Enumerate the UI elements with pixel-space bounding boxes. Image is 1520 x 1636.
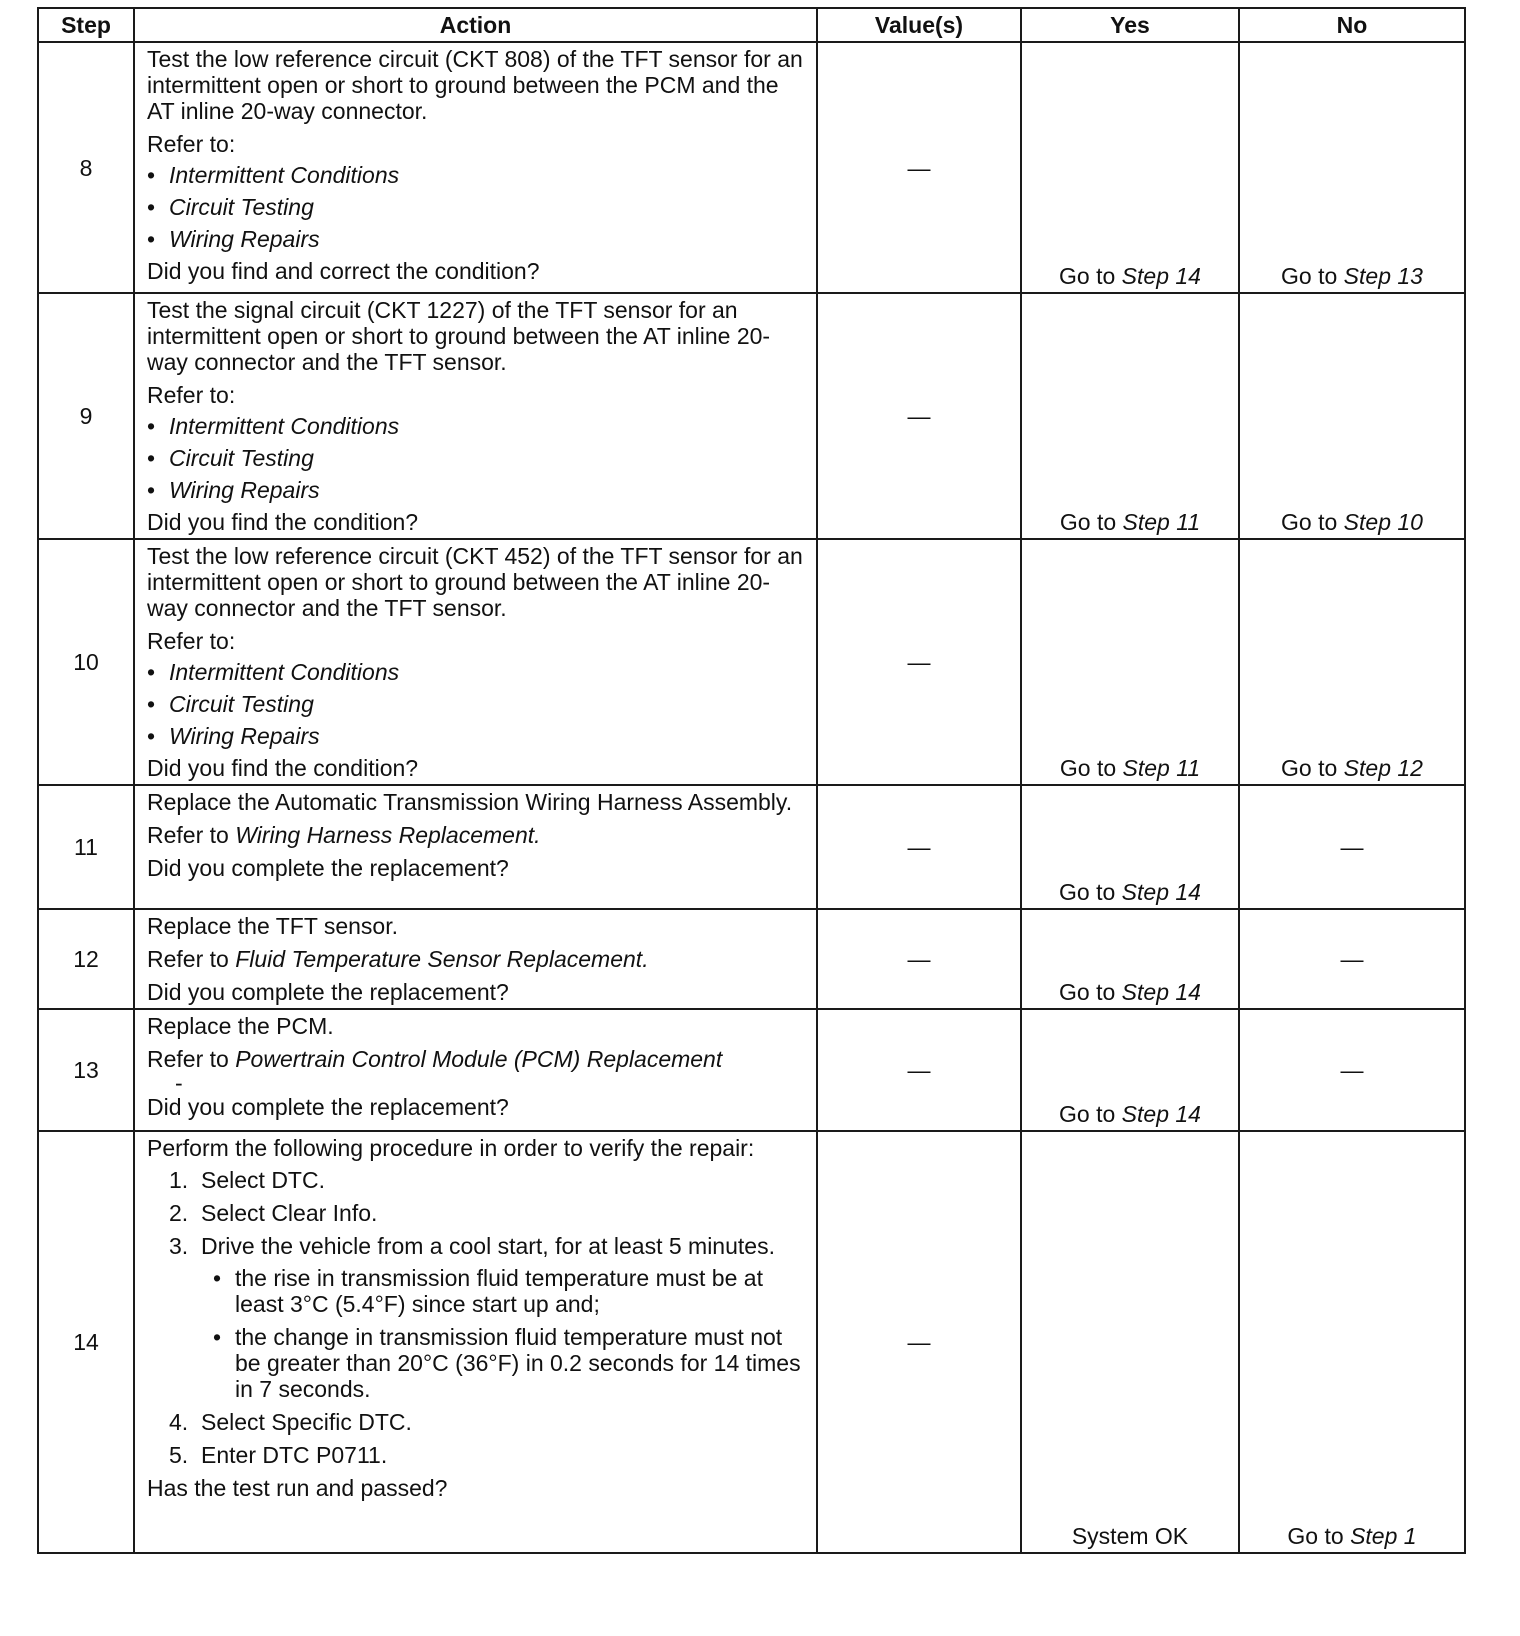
step-link: Step 14 [1121, 263, 1201, 289]
step-link: Step 12 [1343, 755, 1423, 781]
condition-list [201, 1265, 806, 1402]
refer-label: Refer to: [147, 628, 236, 654]
value-cell: — [817, 293, 1021, 539]
value-cell: — [817, 909, 1021, 1009]
condition-item: • the rise in transmission fluid temperature must be at least 3°C (5.4°F) since start up and; [213, 1265, 763, 1317]
refer-suffix: - [175, 1070, 183, 1096]
bullet-icon: • [147, 691, 156, 717]
header-row [38, 8, 1465, 42]
header-action: Action [134, 8, 817, 42]
question-text: Did you find the condition? [147, 509, 419, 535]
header-values: Value(s) [817, 8, 1021, 42]
bullet-icon: • [213, 1265, 222, 1291]
reference-link[interactable]: Powertrain Control Module (PCM) Replacement [235, 1046, 723, 1072]
bullet-icon: • [147, 413, 156, 439]
reference-item[interactable]: • Intermittent Conditions [147, 659, 400, 685]
question-text: Did you find the condition? [147, 755, 419, 781]
action-cell [134, 539, 817, 785]
question-text: Did you complete the replacement? [147, 855, 509, 881]
step-link: Step 14 [1121, 1101, 1201, 1127]
table-row [38, 539, 1465, 785]
condition-item: • the change in transmission fluid temperature must not be greater than 20°C (36°F) in 0.2 seconds for 14 times in 7 seconds. [213, 1324, 801, 1402]
header-step: Step [38, 8, 134, 42]
step-link: Step 10 [1343, 509, 1423, 535]
action-text: Replace the PCM. [147, 1013, 334, 1039]
table-row [38, 293, 1465, 539]
reference-list [147, 413, 806, 503]
yes-cell[interactable]: Go to Step 14 [1021, 785, 1239, 909]
reference-item[interactable]: • Circuit Testing [147, 445, 314, 471]
step-number: 13 [38, 1009, 134, 1131]
refer-label: Refer to: [147, 131, 236, 157]
yes-cell[interactable]: Go to Step 14 [1021, 1009, 1239, 1131]
value-cell: — [817, 42, 1021, 293]
step-link: Step 14 [1121, 979, 1201, 1005]
bullet-icon: • [147, 194, 156, 220]
procedure-step: 2. Select Clear Info. [169, 1200, 378, 1226]
reference-item[interactable]: • Circuit Testing [147, 194, 314, 220]
action-cell [134, 42, 817, 293]
table-row [38, 785, 1465, 909]
step-number: 14 [38, 1131, 134, 1553]
action-cell [134, 785, 817, 909]
no-cell[interactable]: Go to Step 1 [1239, 1131, 1465, 1553]
step-link: Step 11 [1122, 509, 1201, 535]
value-cell: — [817, 1009, 1021, 1131]
no-cell: — [1239, 1009, 1465, 1131]
no-cell[interactable]: Go to Step 13 [1239, 42, 1465, 293]
question-text: Did you complete the replacement? [147, 1094, 509, 1120]
bullet-icon: • [147, 162, 156, 188]
step-number: 9 [38, 293, 134, 539]
action-text: Test the low reference circuit (CKT 808) of the TFT sensor for an intermittent open or short to ground between the PCM and the AT inline 20-way connector. [147, 46, 803, 124]
reference-item[interactable]: • Intermittent Conditions [147, 413, 400, 439]
yes-cell[interactable]: Go to Step 11 [1021, 293, 1239, 539]
action-text: Replace the TFT sensor. [147, 913, 399, 939]
bullet-icon: • [147, 723, 156, 749]
reference-item[interactable]: • Circuit Testing [147, 691, 314, 717]
value-cell: — [817, 785, 1021, 909]
table-row [38, 1009, 1465, 1131]
question-text: Did you find and correct the condition? [147, 258, 540, 284]
step-link: Step 14 [1121, 879, 1201, 905]
action-cell [134, 293, 817, 539]
step-link: Step 13 [1343, 263, 1423, 289]
step-number: 12 [38, 909, 134, 1009]
no-cell[interactable]: Go to Step 12 [1239, 539, 1465, 785]
header-no: No [1239, 8, 1465, 42]
question-text: Did you complete the replacement? [147, 979, 509, 1005]
step-number: 11 [38, 785, 134, 909]
action-text: Test the low reference circuit (CKT 452) of the TFT sensor for an intermittent open or short to ground between the AT inline 20-way connector and the TFT sensor. [147, 543, 803, 621]
action-cell [134, 909, 817, 1009]
action-text: Perform the following procedure in order to verify the repair: [147, 1135, 755, 1161]
header-yes: Yes [1021, 8, 1239, 42]
refer-line: Refer to Wiring Harness Replacement. [147, 822, 541, 848]
refer-line: Refer to Powertrain Control Module (PCM) Replacement [147, 1046, 723, 1072]
reference-item[interactable]: • Wiring Repairs [147, 723, 320, 749]
bullet-icon: • [147, 226, 156, 252]
bullet-icon: • [147, 477, 156, 503]
bullet-icon: • [147, 659, 156, 685]
reference-list [147, 162, 806, 252]
bullet-icon: • [147, 445, 156, 471]
diagnostic-table [37, 7, 1466, 1554]
yes-cell[interactable]: Go to Step 11 [1021, 539, 1239, 785]
action-text: Replace the Automatic Transmission Wiring Harness Assembly. [147, 789, 793, 815]
step-number: 10 [38, 539, 134, 785]
yes-cell: System OK [1021, 1131, 1239, 1553]
yes-cell[interactable]: Go to Step 14 [1021, 42, 1239, 293]
reference-link[interactable]: Wiring Harness Replacement. [235, 822, 541, 848]
action-cell [134, 1009, 817, 1131]
no-cell: — [1239, 785, 1465, 909]
table-row [38, 909, 1465, 1009]
procedure-step: 3. Drive the vehicle from a cool start, for at least 5 minutes. • the rise in transmission fluid temperature must be at least 3°C (5.4°F) since start up and; • the change in transmission fluid temperature must not be greater than 20°C (36°F) in 0.2 seconds for 14 times in 7 seconds. [169, 1233, 806, 1402]
procedure-list [147, 1167, 806, 1468]
bullet-icon: • [213, 1324, 222, 1350]
action-text: Test the signal circuit (CKT 1227) of the TFT sensor for an intermittent open or short to ground between the AT inline 20-way connector and the TFT sensor. [147, 297, 771, 375]
yes-cell[interactable]: Go to Step 14 [1021, 909, 1239, 1009]
value-cell: — [817, 539, 1021, 785]
value-cell: — [817, 1131, 1021, 1553]
table-row [38, 1131, 1465, 1553]
table-row [38, 42, 1465, 293]
procedure-step: 5. Enter DTC P0711. [169, 1442, 388, 1468]
procedure-step: 1. Select DTC. [169, 1167, 325, 1193]
step-number: 8 [38, 42, 134, 293]
reference-item[interactable]: • Intermittent Conditions [147, 162, 400, 188]
step-link: Step 1 [1350, 1523, 1417, 1549]
reference-item[interactable]: • Wiring Repairs [147, 477, 320, 503]
refer-line: Refer to Fluid Temperature Sensor Replacement. [147, 946, 649, 972]
action-cell [134, 1131, 817, 1553]
reference-link[interactable]: Fluid Temperature Sensor Replacement. [235, 946, 649, 972]
question-text: Has the test run and passed? [147, 1475, 448, 1501]
refer-label: Refer to: [147, 382, 236, 408]
no-cell[interactable]: Go to Step 10 [1239, 293, 1465, 539]
reference-item[interactable]: • Wiring Repairs [147, 226, 320, 252]
procedure-step: 4. Select Specific DTC. [169, 1409, 412, 1435]
step-link: Step 11 [1122, 755, 1201, 781]
reference-list [147, 659, 806, 749]
no-cell: — [1239, 909, 1465, 1009]
